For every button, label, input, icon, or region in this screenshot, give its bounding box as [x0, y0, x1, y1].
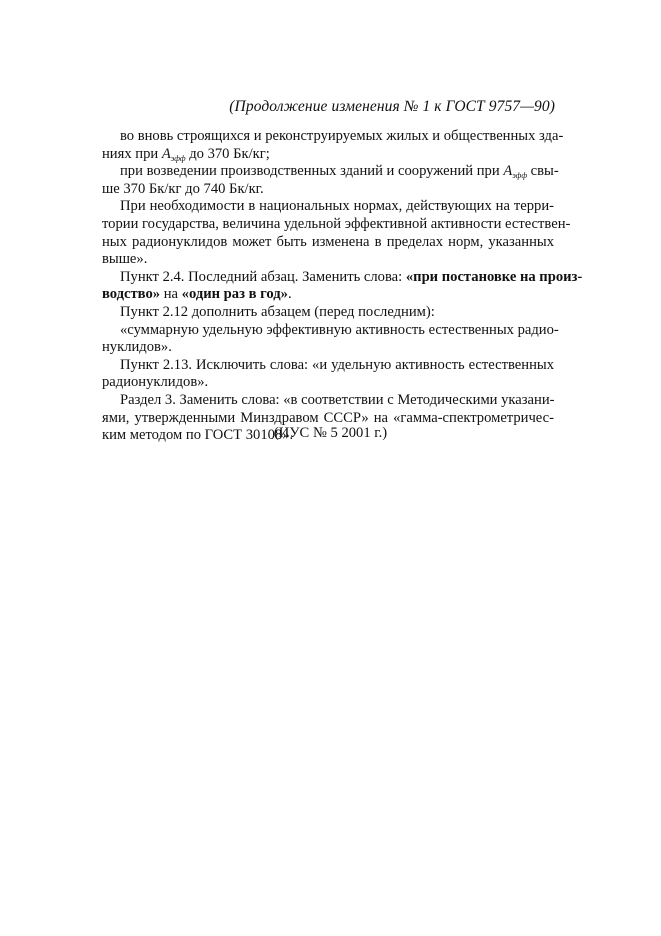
activity-subscript: эфф — [512, 171, 528, 181]
text-line: радионуклидов». — [102, 374, 209, 391]
quoted-old-text: «при постановке на произ- — [405, 268, 583, 285]
text-line: «суммарную удельную эффективную активность естественных радио- — [120, 321, 559, 338]
text-line: Раздел 3. Заменить слова: «в соответствии с Методическими указани- — [120, 391, 555, 408]
text-line: ями, утвержденными Минздравом СССР» на «гамма-спектрометричес- — [102, 409, 554, 426]
activity-symbol: A — [503, 163, 513, 180]
text-line — [102, 146, 554, 164]
text-line — [102, 268, 583, 287]
text-line: ким методом по ГОСТ 30108». — [102, 427, 294, 444]
document-body — [102, 128, 583, 445]
text-line: ных радионуклидов может быть изменена в пределах норм, указанных — [102, 233, 554, 250]
text-span: при возведении производственных зданий и сооружений при — [120, 163, 504, 180]
text-line — [102, 286, 554, 304]
quoted-old-text: водство» — [102, 286, 161, 303]
quoted-new-text: «один раз в год» — [181, 286, 288, 303]
text-line: во вновь строящихся и реконструируемых жилых и общественных зда- — [120, 128, 564, 144]
activity-symbol: A — [161, 145, 171, 162]
ius-reference: (ИУС № 5 2001 г.) — [273, 425, 388, 441]
text-span: свы- — [527, 163, 559, 180]
page-header-continuation: (Продолжение изменения № 1 к ГОСТ 9757—90) — [229, 98, 555, 115]
text-line: Пункт 2.13. Исключить слова: «и удельную активность естественных — [120, 356, 554, 373]
text-line: Пункт 2.12 дополнить абзацем (перед последним): — [120, 303, 435, 320]
text-span: . — [287, 286, 292, 303]
text-line: нуклидов». — [102, 339, 172, 356]
text-span: ниях при — [102, 145, 162, 162]
text-line: При необходимости в национальных нормах, действующих на терри- — [120, 198, 554, 215]
text-span: до 370 Бк/кг; — [185, 145, 270, 162]
text-line: тории государства, величина удельной эффективной активности естествен- — [102, 215, 571, 232]
text-line: ше 370 Бк/кг до 740 Бк/кг. — [102, 180, 264, 197]
activity-subscript: эфф — [170, 153, 186, 163]
text-line — [102, 163, 559, 181]
text-span: на — [160, 286, 182, 303]
text-span: Пункт 2.4. Последний абзац. Заменить слова: — [120, 268, 406, 285]
text-line: выше». — [102, 251, 148, 268]
